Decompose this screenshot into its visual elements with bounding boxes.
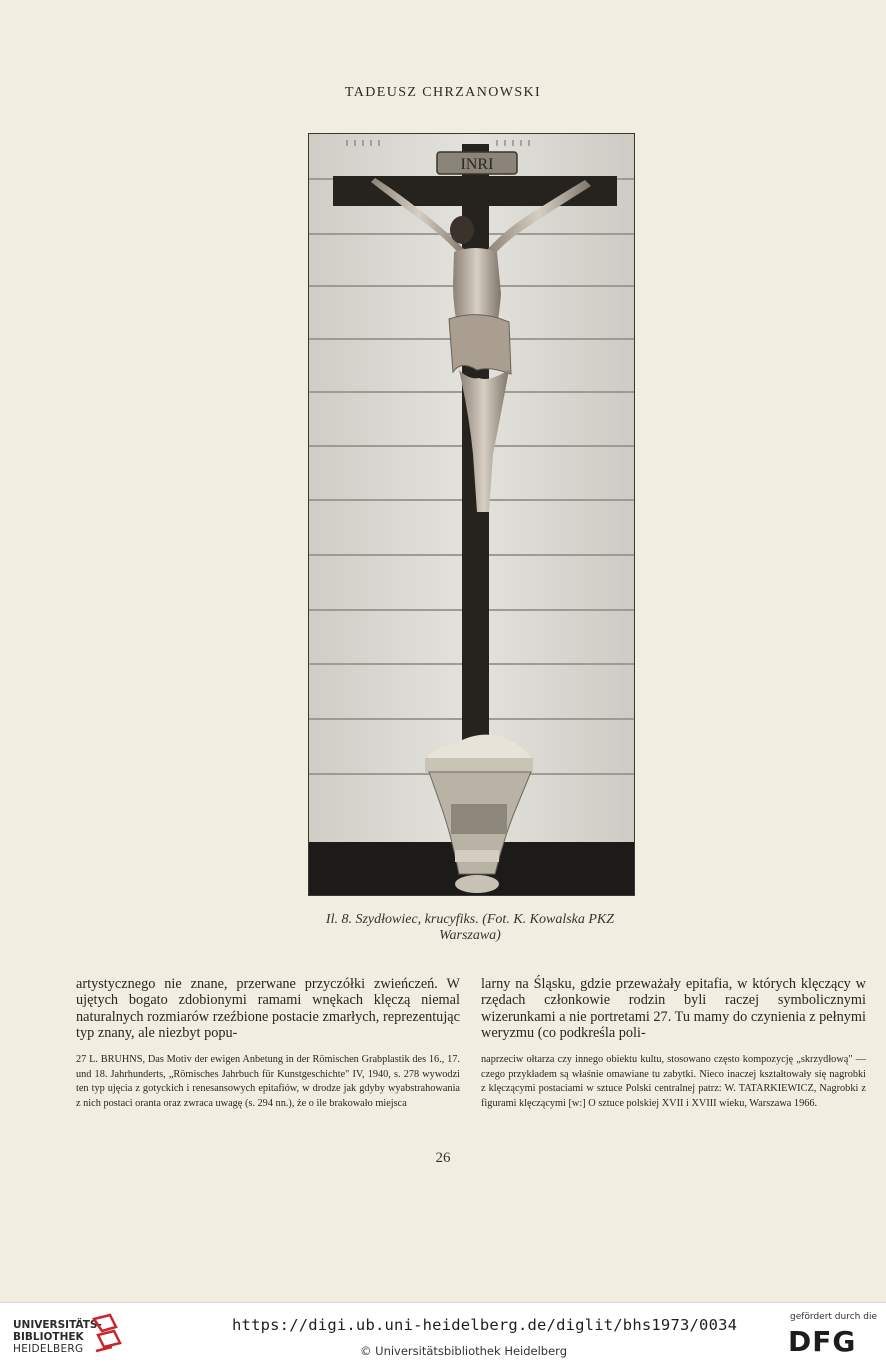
page-number: 26 xyxy=(435,1150,451,1166)
permalink-url[interactable]: https://digi.ub.uni-heidelberg.de/diglit/bhs1973/0034 xyxy=(232,1316,738,1334)
figure-caption-line-1: Il. 8. Szydłowiec, krucyfiks. (Fot. K. Kowalska PKZ xyxy=(325,912,615,927)
body-column-left xyxy=(76,976,460,1041)
viewer-footer xyxy=(0,1302,886,1366)
footnote-column-right xyxy=(481,1053,866,1111)
figure-caption xyxy=(290,912,650,944)
body-paragraph-right: larny na Śląsku, gdzie przeważały epitafia, w których klęczący w rzędach członkowie rodzin byli raczej symbolicznymi wizerunkami a nie portretami 27. Tu mamy do czynienia z pełnymi weryzmu (co podkreśla poli- xyxy=(481,976,866,1041)
body-paragraph-left: artystycznego nie znane, przerwane przyczółki zwieńczeń. W ujętych bogato zdobionymi ramami wnękach klęczą niemal naturalnych rozmiarów rzeźbione postacie zmarłych, reprezentując typ znany, ale niezbyt popu- xyxy=(76,976,460,1041)
footnote-27-continued: naprzeciw ołtarza czy innego obiektu kultu, stosowano często kompozycję „skrzydłową" — czego przykładem są właśnie omawiane tu zabytki. Nieco inaczej kształtowały się nagrobki z klęczącymi postaciami w sztuce Polski centralnej patrz: W. TATARKIEWICZ, Nagrobki z figurami klęczącymi [w:] O sztuce polskiej XVII i XVIII wieku, Warszawa 1966. xyxy=(481,1054,866,1109)
library-name-line-1: UNIVERSITÄTS- xyxy=(13,1319,102,1331)
university-library-logo[interactable] xyxy=(13,1319,102,1355)
copyright-notice: © Universitätsbibliothek Heidelberg xyxy=(360,1344,568,1358)
library-name-line-3: HEIDELBERG xyxy=(13,1343,84,1355)
body-column-right xyxy=(481,976,866,1041)
dfg-logo[interactable]: DFG xyxy=(788,1325,857,1358)
footnote-27: 27 L. BRUHNS, Das Motiv der ewigen Anbetung in der Römischen Grabplastik des 16., 17. und 18. Jahrhunderts, „Römisches Jahrbuch für Kunstgeschichte" IV, 1940, s. 278 wywodzi ten typ ujęcia z gotyckich i renesansowych epitafiów, w drodze jak gdyby wyabstrahowania z nich postaci oranta oraz zwraca uwagę (s. 294 nn.), że o ile brakowało miejsca xyxy=(76,1054,460,1109)
footnote-column-left xyxy=(76,1053,460,1111)
library-mark-icon xyxy=(90,1313,124,1357)
library-name-line-2: BIBLIOTHEK xyxy=(13,1331,84,1343)
crucifix-illustration xyxy=(309,134,634,895)
funding-label: gefördert durch die xyxy=(790,1312,877,1322)
figure-caption-line-2: Warszawa) xyxy=(439,928,501,943)
crucifix-photograph xyxy=(308,133,635,896)
running-title: TADEUSZ CHRZANOWSKI xyxy=(344,85,542,100)
inri-plaque-text: INRI xyxy=(460,156,494,173)
